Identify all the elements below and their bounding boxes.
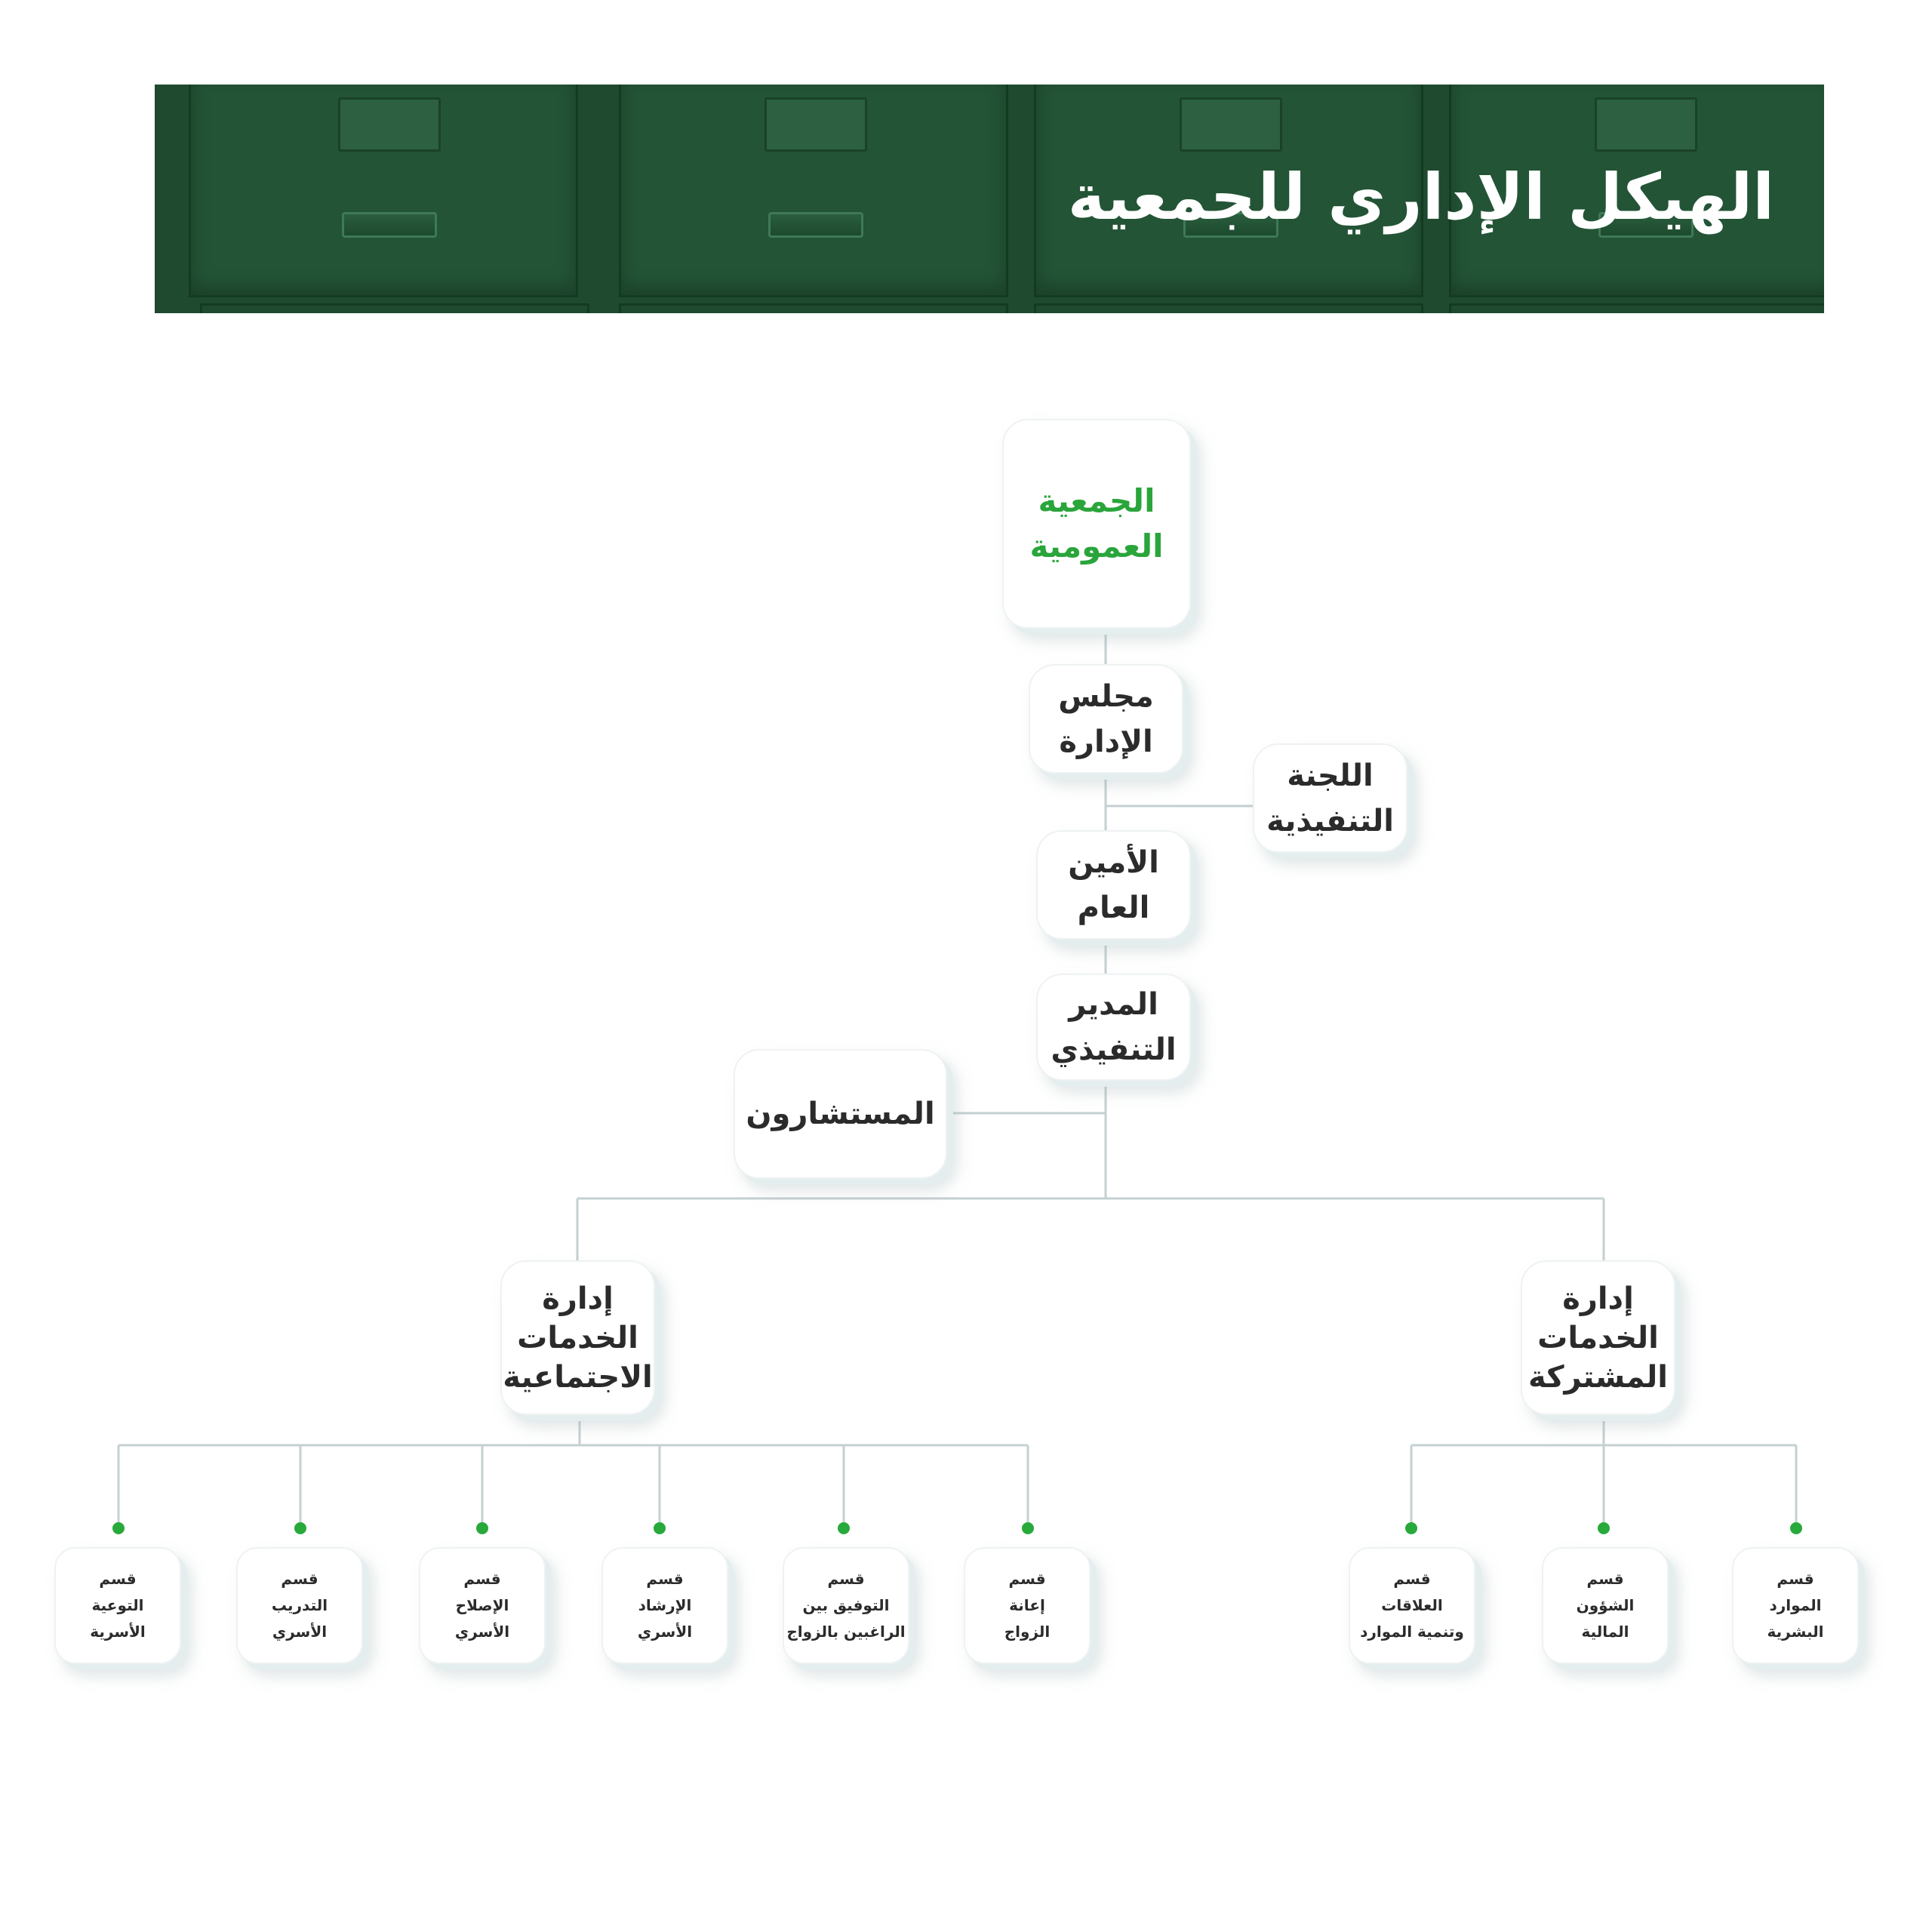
dept-marriage-aid	[964, 1547, 1091, 1664]
node-label: الجمعية العمومية	[1029, 482, 1164, 565]
node-consultants	[734, 1049, 947, 1179]
connector-dot	[1790, 1522, 1802, 1534]
connector-dot	[838, 1522, 850, 1534]
node-shared-services	[1521, 1260, 1675, 1415]
node-executive-director	[1036, 974, 1191, 1081]
connector-dot	[476, 1522, 488, 1534]
node-label: الأمين العام	[1068, 844, 1159, 925]
dept-label: قسم الموارد البشرية	[1767, 1570, 1824, 1641]
dept-family-guidance	[601, 1547, 728, 1664]
connector-dot	[1405, 1522, 1417, 1534]
node-label: المدير التنفيذي	[1051, 987, 1177, 1067]
dept-family-reform	[419, 1547, 546, 1664]
dept-label: قسم الإصلاح الأسري	[454, 1570, 510, 1641]
node-board	[1029, 664, 1183, 774]
node-label: مجلس الإدارة	[1058, 678, 1154, 759]
node-label: المستشارون	[746, 1097, 935, 1131]
node-label: إدارة الخدمات المشتركة	[1528, 1281, 1668, 1395]
dept-label: قسم الإرشاد الأسري	[637, 1570, 693, 1641]
connector-dot	[112, 1522, 125, 1534]
dept-family-awareness	[54, 1547, 181, 1664]
dept-label: قسم الشؤون المالية	[1576, 1570, 1635, 1641]
dept-family-training	[236, 1547, 363, 1664]
connector-dot	[1598, 1522, 1610, 1534]
node-social-services	[500, 1260, 655, 1415]
dept-marriage-matching	[783, 1547, 909, 1664]
dept-label: قسم العلاقات وتنمية الموارد	[1360, 1570, 1464, 1641]
node-secretary-general	[1036, 830, 1191, 940]
node-executive-committee	[1253, 743, 1407, 853]
dept-label: قسم التوعية الأسرية	[90, 1570, 146, 1641]
dept-label: قسم التوفيق بين الراغبين بالزواج	[786, 1570, 906, 1641]
page-title: الهيكل الإداري للجمعية	[1067, 160, 1774, 234]
dept-label: قسم إعانة الزواج	[1004, 1570, 1051, 1641]
connector-dot	[1022, 1522, 1034, 1534]
connector-dot	[294, 1522, 306, 1534]
dept-label: قسم التدريب الأسري	[271, 1570, 328, 1641]
dept-financial-affairs	[1542, 1547, 1669, 1664]
node-label: إدارة الخدمات الاجتماعية	[503, 1281, 653, 1395]
connector-dot	[654, 1522, 666, 1534]
dept-relations-resource-development	[1349, 1547, 1475, 1664]
dept-human-resources	[1732, 1547, 1859, 1664]
node-general-assembly	[1002, 419, 1191, 629]
node-label: اللجنة التنفيذية	[1266, 758, 1394, 838]
